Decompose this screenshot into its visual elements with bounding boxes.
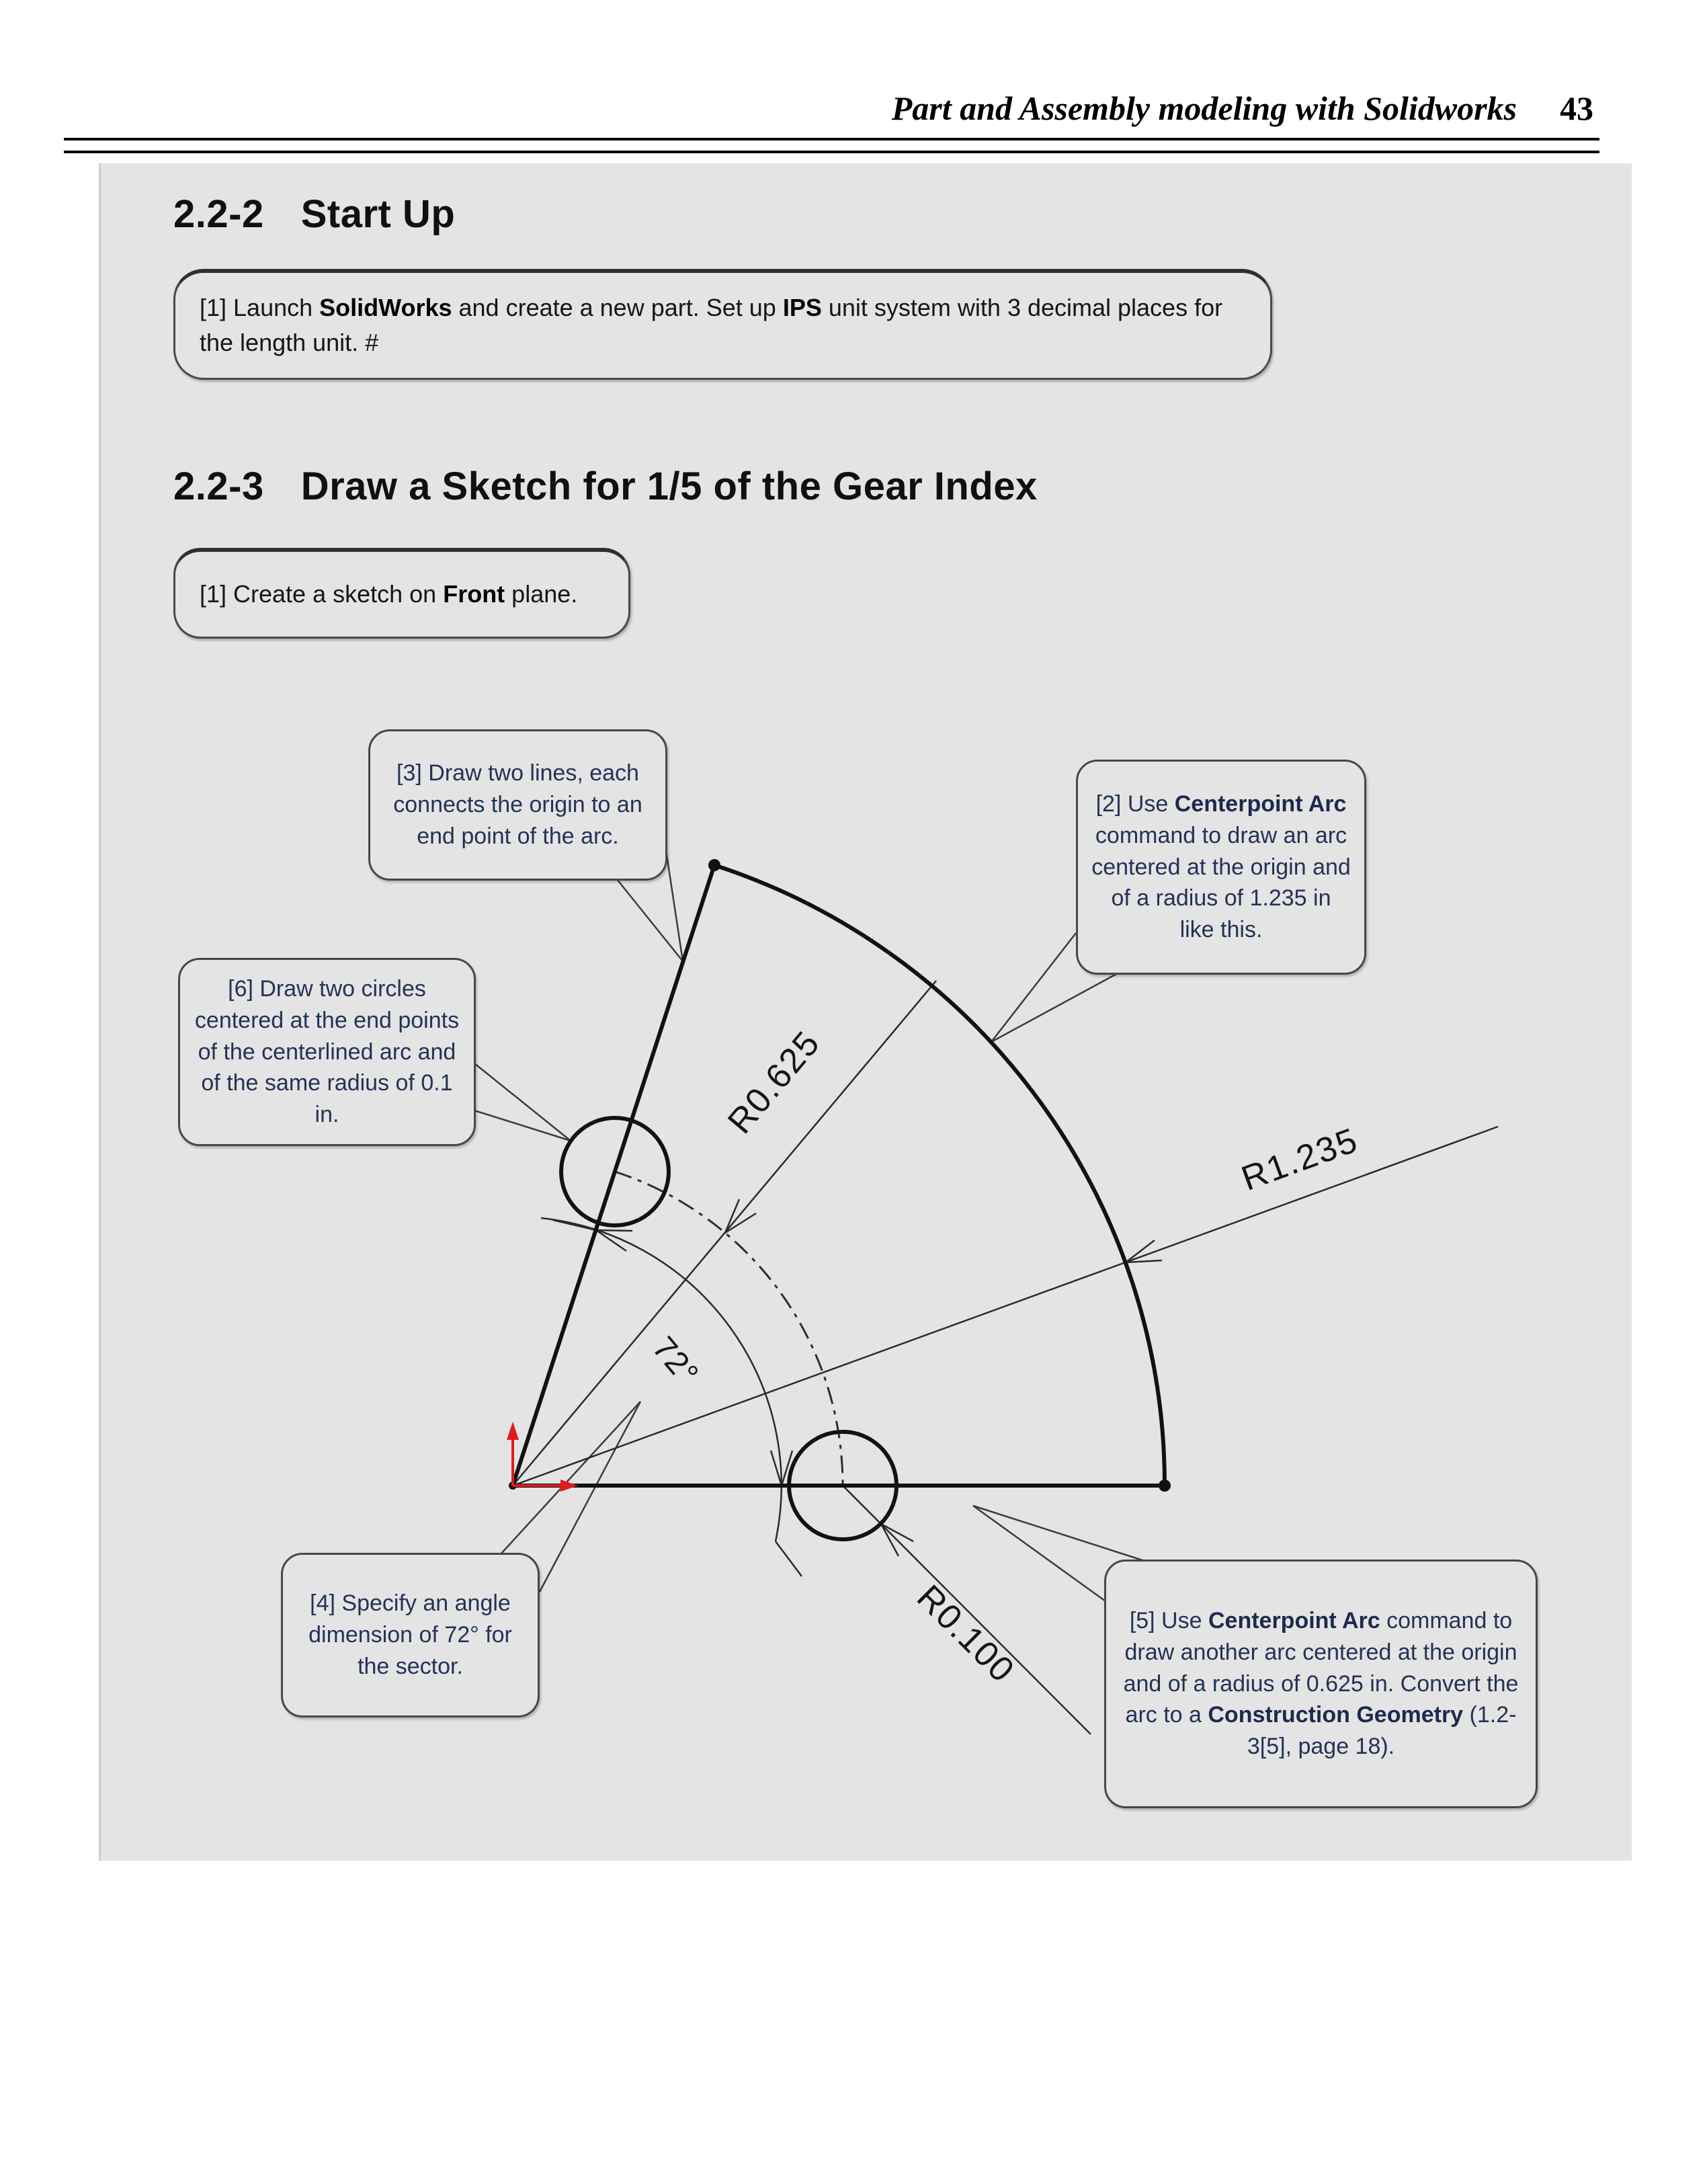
step-bold: IPS	[782, 293, 822, 321]
callout-text: [2] Use	[1095, 791, 1175, 817]
step-text: [1] Create a sketch on	[200, 579, 444, 608]
endpoint-dot-right	[1159, 1480, 1171, 1492]
dim-line-r1235	[513, 1127, 1498, 1486]
dim-label-angle: 72°	[645, 1330, 706, 1393]
step-text: plane.	[505, 579, 578, 608]
callout-text: [4] Specify an angle dimension of 72° for the sector.	[308, 1590, 512, 1679]
callout-4	[281, 1553, 540, 1717]
callout-text: (1.2-3[5], page 18).	[1247, 1702, 1517, 1760]
angle-arrow-top	[596, 1230, 632, 1251]
step-bold: SolidWorks	[319, 293, 452, 321]
page-number: 43	[1560, 89, 1593, 127]
callout-bold: Centerpoint Arc	[1174, 791, 1347, 817]
callout-2	[1076, 760, 1366, 975]
callout-text: [6] Draw two circles centered at the end points of the centerlined arc and of the same radius of 0.1 in.	[194, 975, 460, 1128]
callout-text: command to draw an arc centered at the origin and of a radius of 1.235 in like this.	[1091, 822, 1351, 943]
section-title: Start Up	[300, 192, 456, 236]
angle-dim-arc	[541, 1218, 782, 1541]
content-panel	[99, 163, 1632, 1861]
origin-arrow-up-icon	[507, 1422, 519, 1440]
dim-label-r1235: R1.235	[1236, 1121, 1364, 1199]
callout-6	[178, 958, 476, 1146]
callout6-tail	[474, 1063, 571, 1141]
callout-text: [5] Use	[1129, 1607, 1208, 1633]
callout-text: [3] Draw two lines, each connects the origin to an end point of the arc.	[393, 760, 642, 849]
callout-text: command to draw another arc centered at the origin and of a radius of 0.625 in. Convert the arc to a	[1123, 1607, 1519, 1728]
header-title: Part and Assembly modeling with Solidworks	[891, 89, 1517, 127]
dim-label-r0100: R0.100	[909, 1577, 1023, 1691]
callout-bold: Centerpoint Arc	[1208, 1607, 1380, 1633]
section-number: 2.2-2	[173, 192, 264, 236]
step-text: and create a new part. Set up	[452, 293, 783, 321]
angle-ext-bottom	[776, 1541, 802, 1576]
callout-3	[368, 729, 667, 881]
endpoint-dot-top	[708, 859, 720, 871]
step-bold: Front	[443, 579, 505, 608]
angle-ext-top	[553, 1220, 596, 1230]
step-text: unit system with 3 decimal places for the length unit. #	[200, 293, 1223, 356]
running-header	[892, 89, 1593, 128]
callout-bold: Construction Geometry	[1208, 1702, 1464, 1728]
step-text: [1] Launch	[200, 293, 320, 321]
construction-arc	[615, 1172, 843, 1486]
dim-label-r0625: R0.625	[720, 1023, 828, 1141]
sector-line-left	[513, 865, 714, 1486]
header-double-rule	[64, 138, 1599, 153]
section-title: Draw a Sketch for 1/5 of the Gear Index	[300, 464, 1038, 508]
callout-5	[1104, 1560, 1538, 1808]
origin-arrow-right-icon	[560, 1480, 578, 1492]
section-number: 2.2-3	[173, 464, 264, 508]
